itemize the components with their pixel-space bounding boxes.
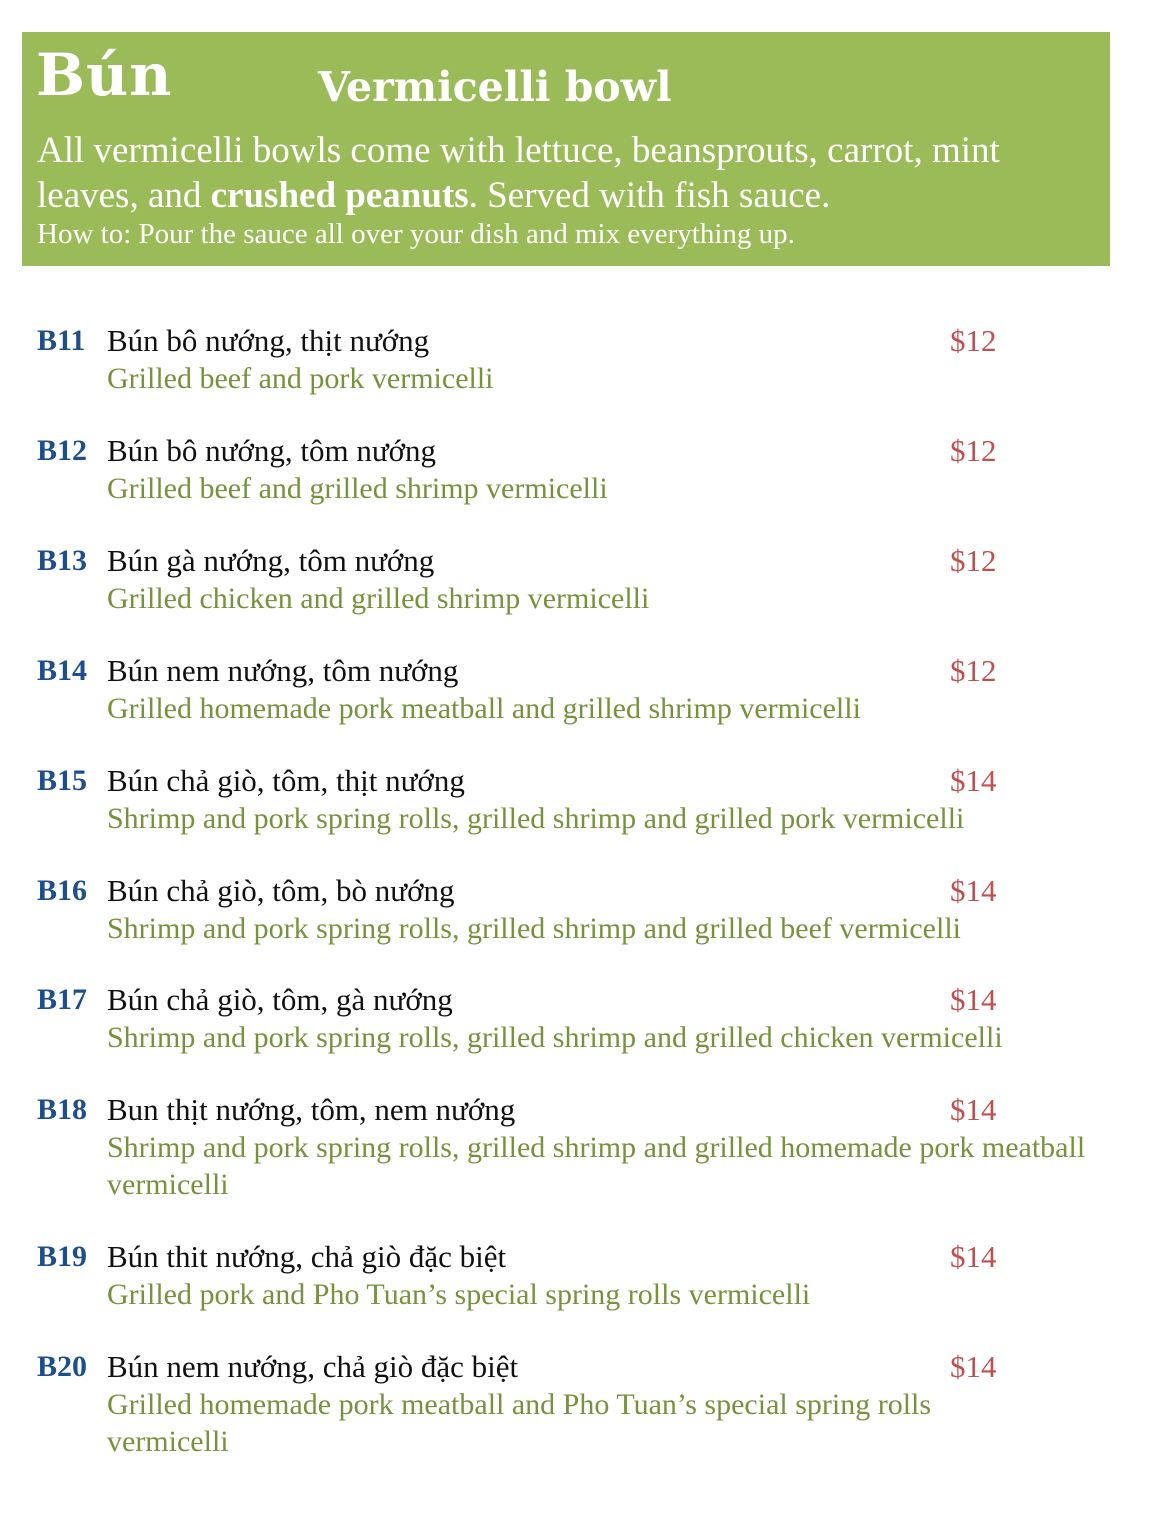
item-description: Grilled chicken and grilled shrimp vermicelli [107,582,650,615]
item-price: $14 [950,1349,997,1384]
item-price: $14 [950,1239,997,1274]
intro-text-end: . Served with fish sauce. [468,175,831,216]
item-code: B20 [37,1350,88,1383]
intro-text-bold: crushed peanuts [210,175,469,216]
item-code: B18 [37,1093,88,1126]
item-description: Shrimp and pork spring rolls, grilled shrimp and grilled chicken vermicelli [107,1021,1003,1054]
item-code: B12 [37,434,88,467]
item-code: B13 [37,544,88,577]
intro-text-start: All vermicelli bowls come with lettuce, beansprouts, carrot, mint leaves, and [37,130,1000,216]
item-name-vietnamese: Bún nem nướng, tôm nướng [107,653,459,688]
item-code: B19 [37,1240,88,1273]
item-description: Shrimp and pork spring rolls, grilled shrimp and grilled pork vermicelli [107,802,965,835]
section-title-vietnamese: Bún [36,41,173,109]
item-price: $14 [950,982,997,1017]
item-code: B15 [37,764,88,797]
item-description: Grilled homemade pork meatball and grilled shrimp vermicelli [107,692,861,725]
item-code: B16 [37,874,88,907]
item-code: B17 [37,983,88,1016]
item-name-vietnamese: Bún chả giò, tôm, bò nướng [107,873,455,908]
item-name-vietnamese: Bún nem nướng, chả giò đặc biệt [107,1349,519,1384]
item-description: Grilled beef and pork vermicelli [107,362,494,395]
item-name-vietnamese: Bún thit nướng, chả giò đặc biệt [107,1239,507,1274]
item-price: $12 [950,323,997,358]
item-name-vietnamese: Bún bô nướng, thịt nướng [107,323,430,358]
item-name-vietnamese: Bún bô nướng, tôm nướng [107,433,437,468]
item-name-vietnamese: Bún gà nướng, tôm nướng [107,543,435,578]
item-code: B14 [37,654,88,687]
item-price: $12 [950,653,997,688]
item-description: Shrimp and pork spring rolls, grilled shrimp and grilled homemade pork meatball vermicelli [107,1131,1086,1201]
item-price: $14 [950,1092,997,1127]
how-to-instructions: How to: Pour the sauce all over your dish and mix everything up. [37,218,795,250]
item-code: B11 [37,324,86,357]
item-description: Grilled beef and grilled shrimp vermicelli [107,472,608,505]
item-price: $12 [950,433,997,468]
section-title-english: Vermicelli bowl [318,63,672,111]
item-description: Grilled pork and Pho Tuan’s special spring rolls vermicelli [107,1278,811,1311]
item-description: Grilled homemade pork meatball and Pho Tuan’s special spring rolls vermicelli [107,1388,932,1458]
item-price: $14 [950,763,997,798]
item-price: $14 [950,873,997,908]
item-description: Shrimp and pork spring rolls, grilled shrimp and grilled beef vermicelli [107,912,961,945]
item-name-vietnamese: Bun thịt nướng, tôm, nem nướng [107,1092,516,1127]
item-name-vietnamese: Bún chả giò, tôm, thịt nướng [107,763,465,798]
item-name-vietnamese: Bún chả giò, tôm, gà nướng [107,982,453,1017]
item-price: $12 [950,543,997,578]
